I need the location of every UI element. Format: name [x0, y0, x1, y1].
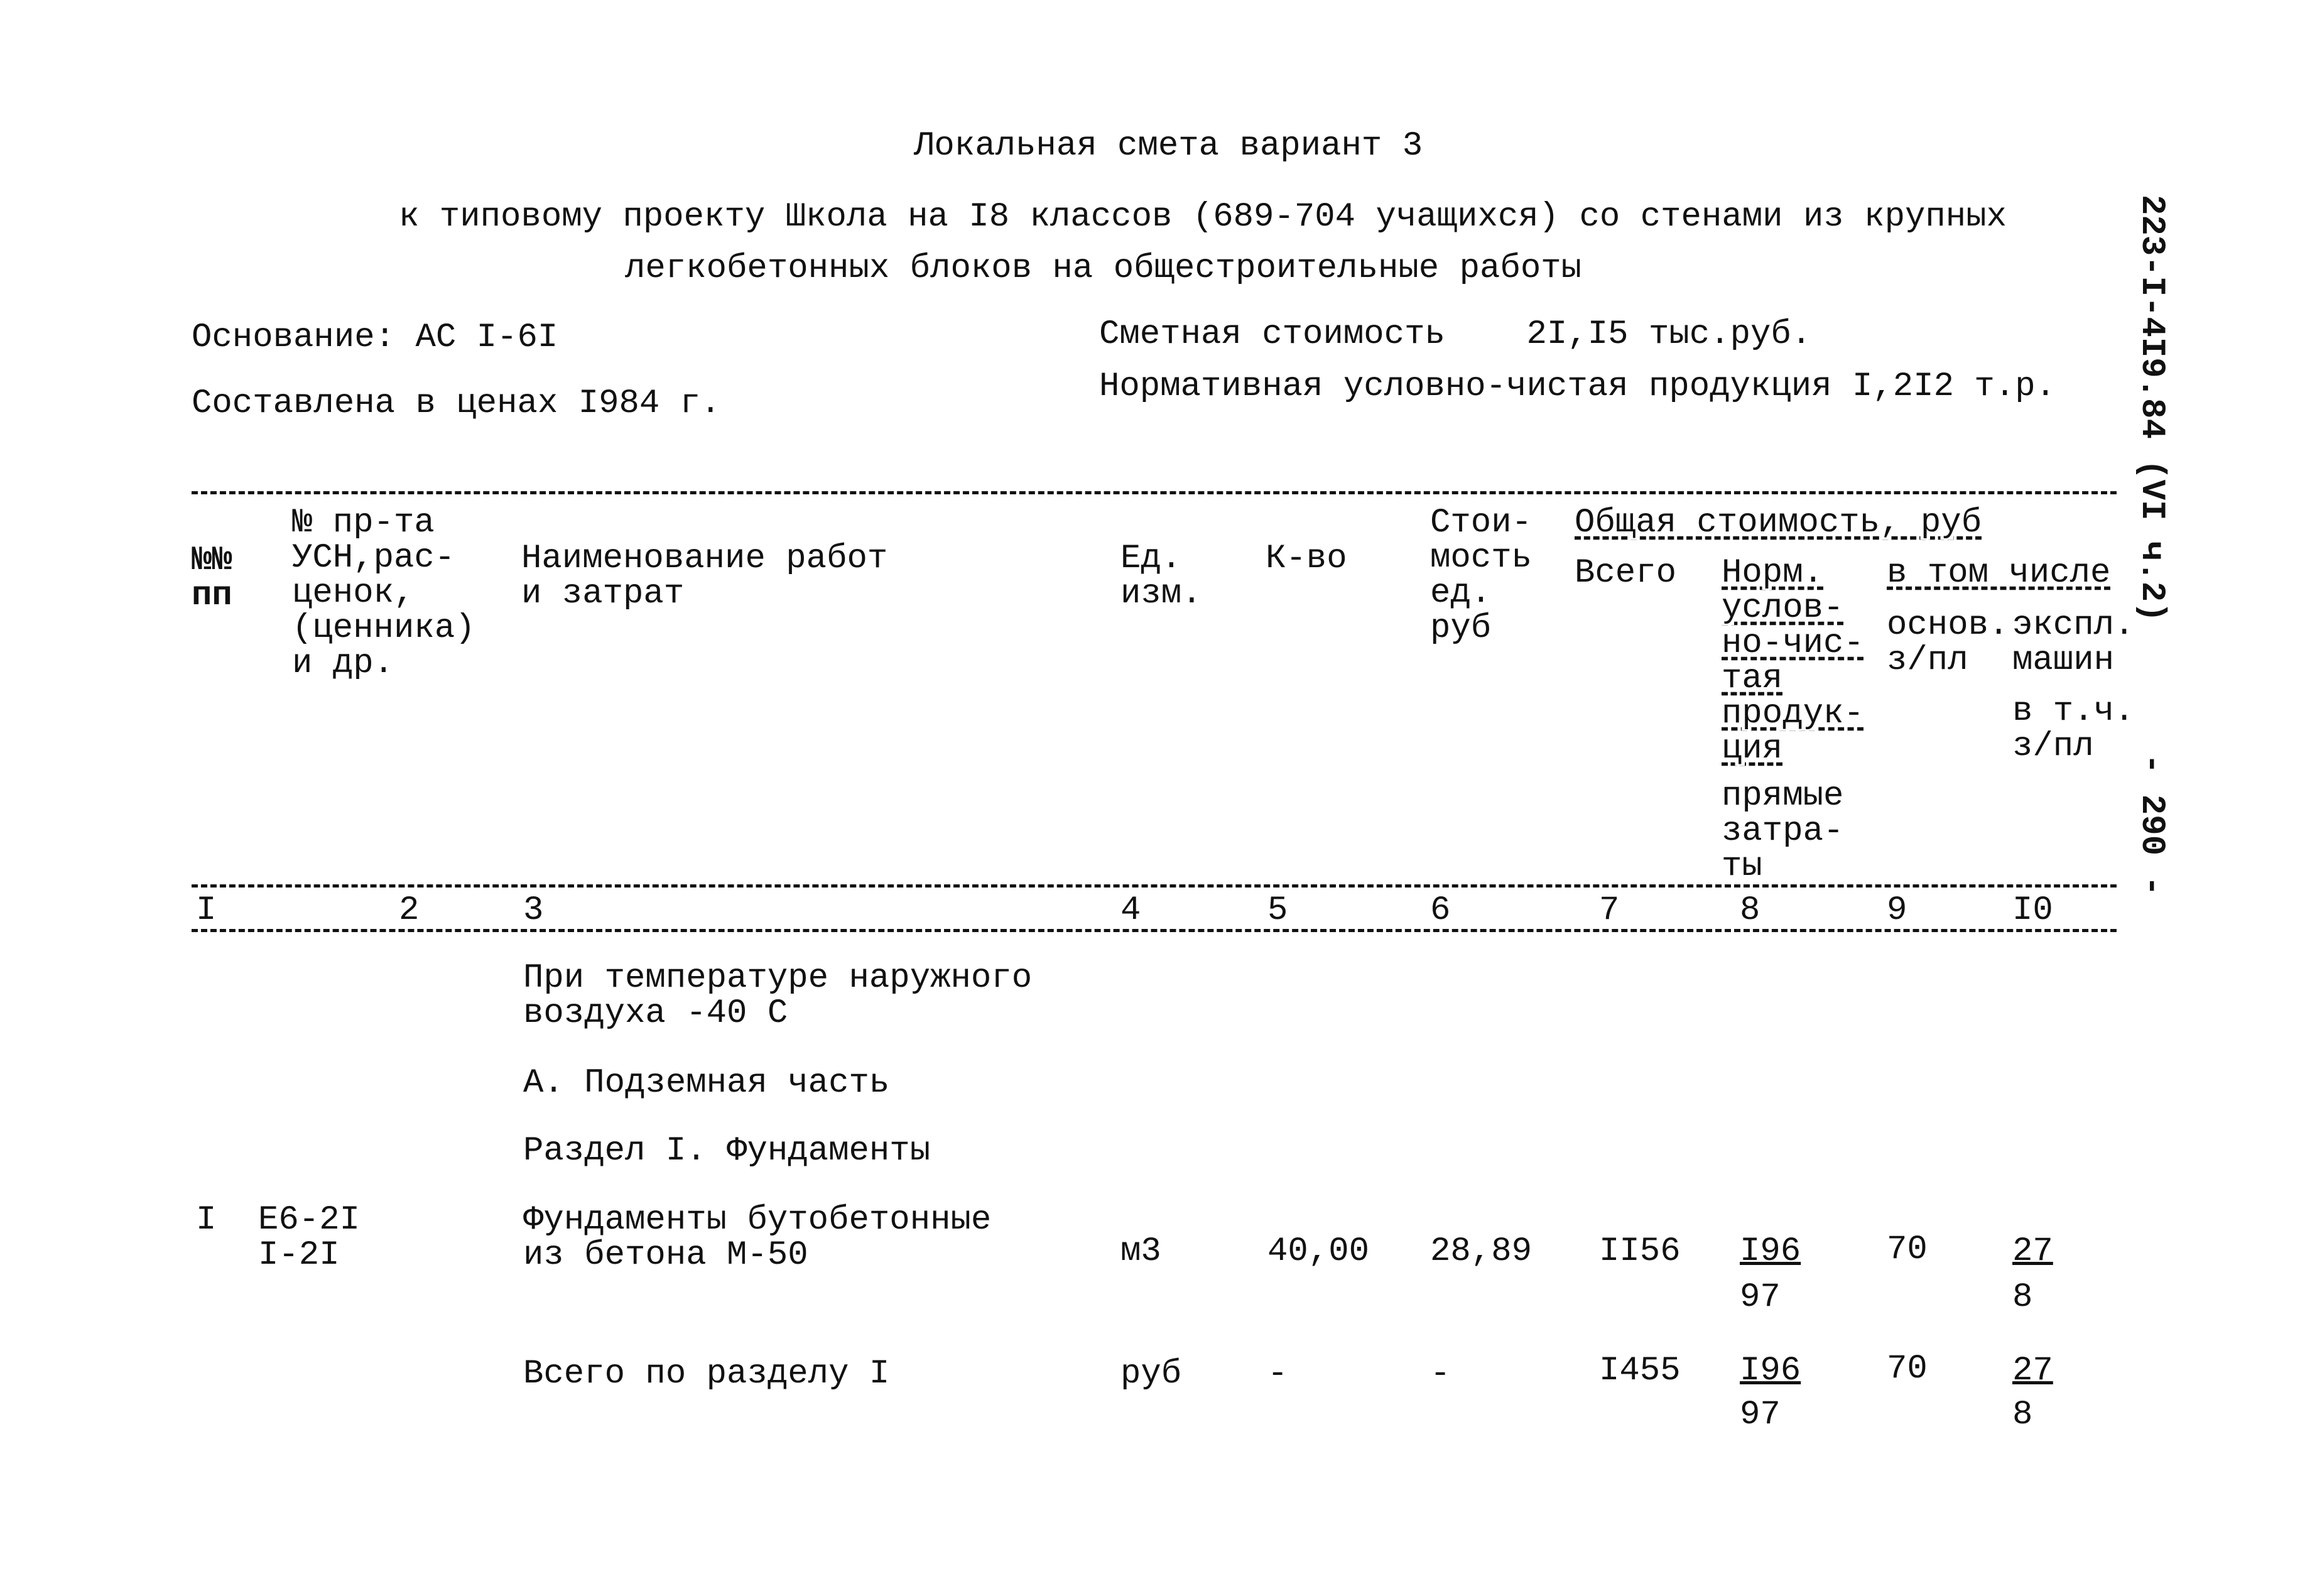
row-norm-production: I96: [1740, 1352, 1801, 1390]
header-norm-production: Норм. услов- но-чис- тая продук- ция: [1722, 554, 1864, 768]
row-direct-costs: 97: [1740, 1278, 1781, 1316]
column-number: 4: [1120, 891, 1141, 930]
column-number: 7: [1599, 891, 1620, 930]
normative-production: Нормативная условно-чистая продукция I,2I2 т.р.: [1099, 367, 2056, 406]
subtitle-line-2: легкобетонных блоков на общестроительные работы: [625, 249, 1582, 288]
column-number: 5: [1267, 891, 1288, 930]
row-number: I: [196, 1201, 217, 1239]
row-unit-cost: 28,89: [1430, 1232, 1532, 1271]
temperature-note: При температуре наружного воздуха -40 С: [523, 959, 1033, 1033]
section-heading: Раздел I. Фундаменты: [523, 1132, 931, 1170]
row-quantity: -: [1267, 1355, 1288, 1393]
header-including: в том числе: [1887, 554, 2111, 592]
header-price-code: № пр-та УСН,рас- ценок, (ценника) и др.: [292, 504, 475, 683]
column-number: I0: [2012, 891, 2053, 930]
row-price-code: Е6-2I I-2I: [258, 1201, 361, 1274]
row-quantity: 40,00: [1267, 1232, 1370, 1271]
estimated-cost: Сметная стоимость 2I,I5 тыс.руб.: [1099, 315, 1812, 354]
column-number: 3: [523, 891, 544, 930]
header-work-name: Наименование работ и затрат: [521, 540, 888, 613]
column-number: 2: [399, 891, 420, 930]
price-year: Составлена в ценах I984 г.: [192, 384, 721, 423]
column-number: I: [196, 891, 217, 930]
document-title: Локальная смета вариант 3: [914, 127, 1423, 165]
row-machine-cost: 27: [2012, 1232, 2053, 1271]
subtitle-line-1: к типовому проекту Школа на I8 классов (689-704 учащихся) со стенами из крупных: [399, 198, 2007, 236]
row-unit-cost: -: [1430, 1355, 1451, 1393]
header-total-cost-group: Общая стоимость, руб: [1575, 504, 1982, 542]
row-machine-wage: 8: [2012, 1396, 2033, 1434]
row-norm-production: I96: [1740, 1232, 1801, 1271]
basis: Основание: АС I-6I: [192, 318, 558, 357]
row-work-name: Всего по разделу I: [523, 1355, 890, 1393]
header-direct-costs: прямые затра- ты: [1722, 777, 1844, 886]
side-document-code: 223-I-4I9.84 (VI ч.2): [2132, 195, 2171, 622]
header-unit-cost: Стои- мость ед. руб: [1430, 504, 1532, 648]
page-number: - 290 -: [2132, 754, 2171, 896]
row-total: I455: [1599, 1352, 1681, 1390]
row-unit: руб: [1120, 1355, 1182, 1393]
column-numbers-rule: [192, 929, 2117, 932]
header-quantity: К-во: [1266, 540, 1347, 578]
column-number: 9: [1887, 891, 1907, 930]
header-total: Всего: [1575, 554, 1677, 592]
row-base-wage: 70: [1887, 1350, 1928, 1388]
column-number: 6: [1430, 891, 1451, 930]
header-machine-operation: экспл. машин: [2012, 606, 2135, 680]
header-base-wage: основ. з/пл: [1887, 606, 2009, 680]
table-top-rule: [192, 491, 2117, 494]
header-row-number: №№ пп: [192, 541, 232, 615]
header-machine-wage: в т.ч. з/пл: [2012, 692, 2135, 766]
section-part-heading: А. Подземная часть: [523, 1064, 890, 1102]
header-unit: Ед. изм.: [1120, 540, 1202, 613]
row-base-wage: 70: [1887, 1230, 1928, 1269]
row-machine-wage: 8: [2012, 1278, 2033, 1316]
row-unit: м3: [1120, 1232, 1161, 1271]
header-bottom-rule: [192, 884, 2117, 888]
row-direct-costs: 97: [1740, 1396, 1781, 1434]
row-machine-cost: 27: [2012, 1352, 2053, 1390]
column-number: 8: [1740, 891, 1760, 930]
row-total: II56: [1599, 1232, 1681, 1271]
row-work-name: Фундаменты бутобетонные из бетона М-50: [523, 1201, 992, 1274]
